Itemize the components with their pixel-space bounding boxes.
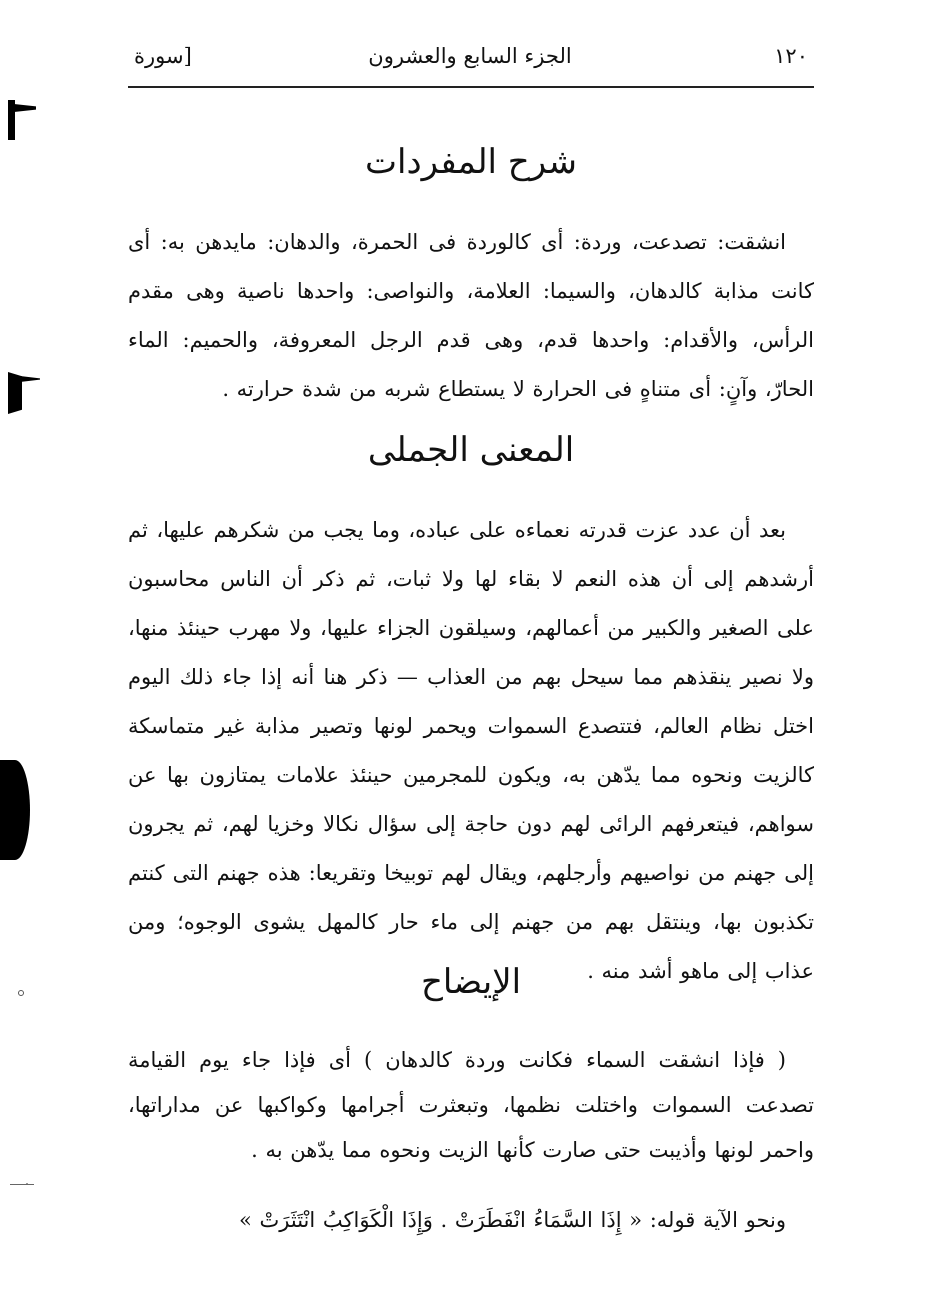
explanation-heading: الإيضاح — [420, 962, 522, 1002]
paragraph: ونحو الآية قوله: « إِذَا السَّمَاءُ انْفَطَرَتْ . وَإِذَا الْكَوَاكِبُ انْتَثَرَتْ » — [238, 1208, 786, 1232]
header-divider — [128, 86, 814, 88]
running-title: الجزء السابع والعشرون — [368, 44, 572, 68]
explanation-text-2 — [128, 1198, 814, 1243]
paragraph: انشقت: تصدعت، وردة: أى كالوردة فى الحمرة، والدهان: مايدهن به: أى كانت مذابة كالدهان، والسيما: العلامة، والنواصى: واحدها ناصية وهى مقدم الرأس، والأقدام: واحدها قدم، وهى قدم الرجل المعروفة، والحميم: الماء الحارّ، وآنٍ: أى متناهٍ فى الحرارة لا يستطاع شربه من شدة حرارته . — [128, 230, 814, 401]
explanation-text — [128, 1038, 814, 1173]
scan-artifact — [20, 376, 40, 382]
scan-artifact — [18, 990, 24, 996]
page-number: ١٢٠ — [774, 44, 808, 68]
vocabulary-heading: شرح المفردات — [364, 142, 578, 182]
general-meaning-text — [128, 506, 814, 996]
paragraph: بعد أن عدد عزت قدرته نعماءه على عباده، وما يجب من شكرهم عليها، ثم أرشدهم إلى أن هذه النعم لا بقاء لها ولا ثبات، ثم ذكر أن الناس محاسبون على الصغير والكبير من أعمالهم، وسيلقون الجزاء عليها، ولا مهرب حينئذ منها، ولا نصير ينقذهم مما سيحل بهم من العذاب — ذكر هنا أنه إذا جاء ذلك اليوم اختل نظام العالم، فتتصدع السموات ويحمر لونها وتصير مذابة غير متماسكة كالزيت ونحوه مما يدّهن به، ويكون للمجرمين حينئذ علامات يمتازون بها عن سواهم، فيتعرفهم الرائى لهم دون حاجة إلى سؤال نكالا وخزيا لهم، ثم يجرون إلى جهنم من نواصيهم وأرجلهم، ويقال لهم توبيخا وتقريعا: هذه جهنم التى كنتم تكذبون بها، وينتقل بهم من جهنم إلى ماء حار كالمهل يشوى الوجوه؛ ومن عذاب إلى ماهو أشد منه . — [128, 518, 814, 983]
vocabulary-text — [128, 218, 814, 414]
scan-artifact — [8, 100, 15, 140]
scan-artifact — [10, 1184, 34, 1185]
scan-artifact — [14, 104, 36, 112]
general-meaning-heading: المعنى الجملى — [367, 430, 575, 470]
surah-label: [سورة — [134, 44, 192, 68]
paragraph: ( فإذا انشقت السماء فكانت وردة كالدهان ) أى فإذا جاء يوم القيامة تصدعت السموات واختلت نظمها، وتبعثرت أجرامها وكواكبها عن مداراتها، واحمر لونها وأذيبت حتى صارت كأنها الزيت ونحوه مما يدّهن به . — [128, 1048, 814, 1162]
scan-artifact — [0, 760, 30, 860]
scan-artifact — [8, 372, 22, 414]
page-header — [128, 42, 812, 78]
